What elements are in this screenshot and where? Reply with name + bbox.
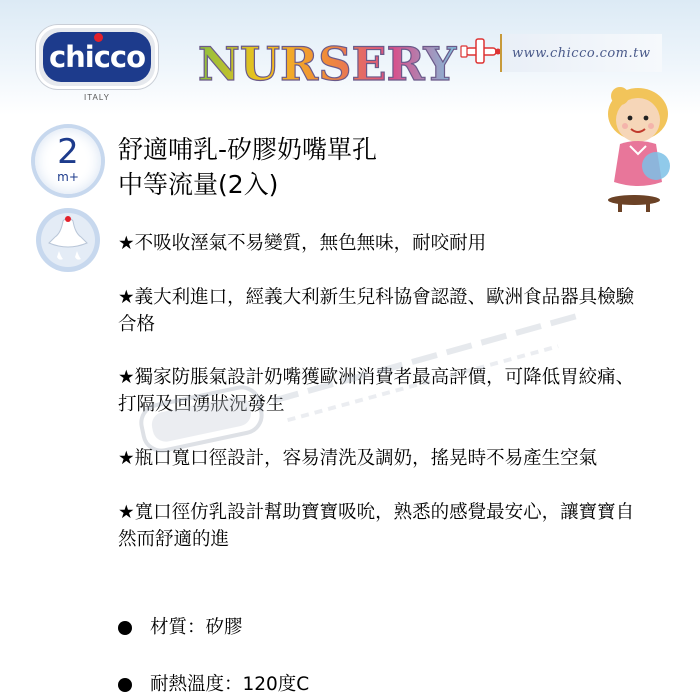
website-url[interactable]: www.chicco.com.tw xyxy=(500,34,662,72)
feature-item: ★獨家防脹氣設計奶嘴獲歐洲消費者最高評價，可降低胃絞痛、打隔及回湧狀況發生 xyxy=(118,367,635,415)
product-title-line2: 中等流量(2入) xyxy=(118,170,279,199)
age-badge xyxy=(35,128,101,194)
bullet-icon xyxy=(118,621,132,635)
feature-item: ★瓶口寬口徑設計，容易清洗及調奶，搖晃時不易產生空氣 xyxy=(118,448,598,469)
nursery-text: NURSERY xyxy=(197,37,457,91)
feature-item: ★寬口徑仿乳設計幫助寶寶吸吮，熟悉的感覺最安心，讓寶寶自然而舒適的進 xyxy=(118,502,635,550)
product-title xyxy=(118,132,538,202)
feature-list xyxy=(118,230,648,580)
nipple-icon xyxy=(35,207,101,273)
logo-text: chicco xyxy=(48,40,146,74)
nursery-series-logo xyxy=(197,34,457,94)
logo-country: ITALY xyxy=(83,93,111,102)
baby-girl-mascot-icon xyxy=(590,82,682,217)
spec-text: 耐熱溫度：120度C xyxy=(150,674,310,695)
spec-item xyxy=(118,671,638,698)
spec-list xyxy=(118,614,638,698)
feature-item: ★不吸收溼氣不易變質，無色無味，耐咬耐用 xyxy=(118,233,487,254)
age-number: 2 xyxy=(57,132,79,172)
age-unit: m+ xyxy=(57,170,79,184)
airplane-icon xyxy=(458,36,504,66)
chicco-logo xyxy=(36,25,158,89)
feature-item: ★義大利進口，經義大利新生兒科協會認證、歐洲食品器具檢驗合格 xyxy=(118,287,635,335)
spec-item xyxy=(118,614,638,641)
bullet-icon xyxy=(118,678,132,692)
product-title-line1: 舒適哺乳-矽膠奶嘴單孔 xyxy=(118,135,378,164)
spec-text: 材質：矽膠 xyxy=(150,617,243,638)
